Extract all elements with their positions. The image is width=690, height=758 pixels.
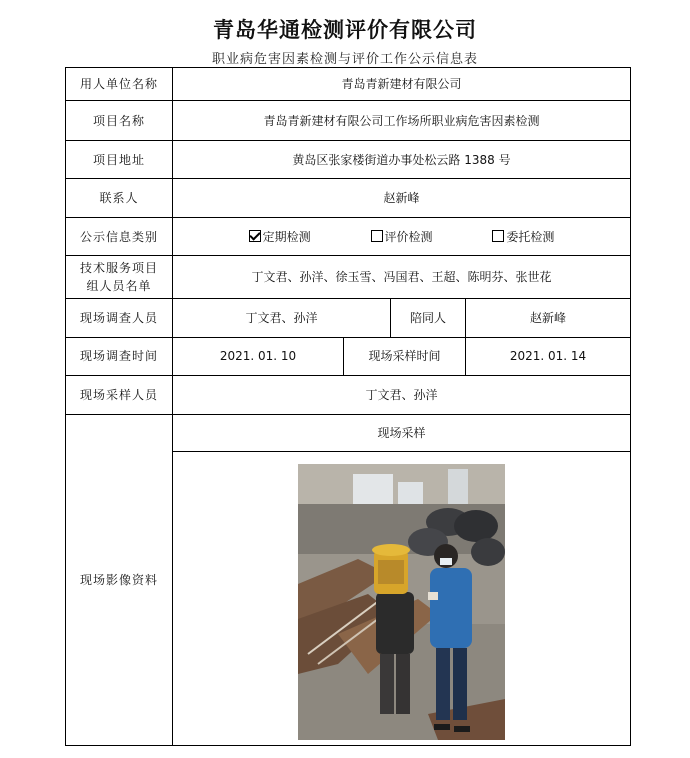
- images-label: 现场影像资料: [66, 414, 173, 745]
- category-label: 公示信息类别: [66, 217, 173, 256]
- team-label: 技术服务项目 组人员名单: [66, 256, 173, 299]
- project-name-value: 青岛青新建材有限公司工作场所职业病危害因素检测: [173, 101, 631, 141]
- site-sampling-photo: [298, 464, 505, 740]
- checkbox-checked-icon: [249, 230, 261, 242]
- sampling-time-value: 2021. 01. 14: [466, 337, 631, 376]
- table-row: [66, 299, 631, 338]
- document-subtitle: 职业病危害因素检测与评价工作公示信息表: [211, 52, 478, 67]
- project-address-label: 项目地址: [66, 140, 173, 179]
- table-row: [66, 68, 631, 101]
- photo-cell: [173, 452, 631, 746]
- table-row: [66, 140, 631, 179]
- category-option-commissioned: 委托检测: [492, 228, 554, 246]
- team-value: 丁文君、孙洋、徐玉雪、冯国君、王超、陈明芬、张世花: [173, 256, 631, 299]
- sampling-staff-label: 现场采样人员: [66, 376, 173, 415]
- table-row: [66, 337, 631, 376]
- table-row: [66, 217, 631, 256]
- table-row: [66, 414, 631, 451]
- images-caption: 现场采样: [173, 414, 631, 451]
- table-row: [66, 376, 631, 415]
- category-options: [173, 217, 631, 256]
- employer-value: 青岛青新建材有限公司: [173, 68, 631, 101]
- accompany-label: 陪同人: [391, 299, 466, 338]
- survey-time-label: 现场调查时间: [66, 337, 173, 376]
- survey-staff-value: 丁文君、孙洋: [173, 299, 391, 338]
- employer-label: 用人单位名称: [66, 68, 173, 101]
- checkbox-icon: [371, 230, 383, 242]
- contact-label: 联系人: [66, 179, 173, 218]
- accompany-value: 赵新峰: [466, 299, 631, 338]
- document-title: 青岛华通检测评价有限公司: [213, 18, 477, 42]
- project-name-label: 项目名称: [66, 101, 173, 141]
- project-address-value: 黄岛区张家楼街道办事处松云路 1388 号: [173, 140, 631, 179]
- category-option-periodic: 定期检测: [249, 228, 311, 246]
- survey-staff-label: 现场调查人员: [66, 299, 173, 338]
- sampling-time-label: 现场采样时间: [344, 337, 466, 376]
- info-table: [65, 67, 631, 746]
- table-row: [66, 256, 631, 299]
- table-row: [66, 101, 631, 141]
- sampling-staff-value: 丁文君、孙洋: [173, 376, 631, 415]
- table-row: [66, 179, 631, 218]
- checkbox-icon: [492, 230, 504, 242]
- contact-value: 赵新峰: [173, 179, 631, 218]
- survey-time-value: 2021. 01. 10: [173, 337, 344, 376]
- category-option-evaluation: 评价检测: [371, 228, 433, 246]
